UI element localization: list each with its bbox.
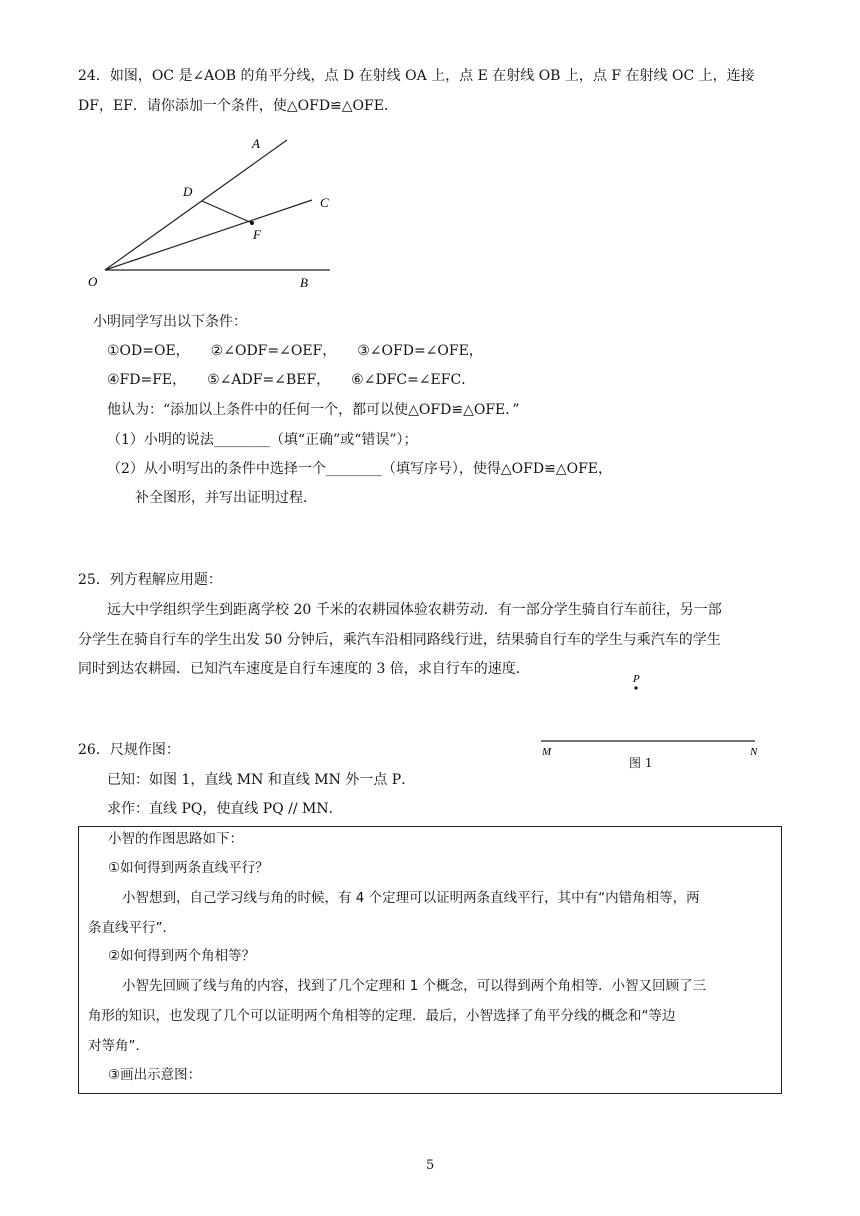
label-a: A (252, 136, 260, 151)
ray-oc (105, 200, 312, 270)
angle-bisector-figure (80, 130, 350, 295)
q24-stem-line1: 24．如图，OC 是∠AOB 的角平分线，点 D 在射线 OA 上，点 E 在射线 OB 上，点 F 在射线 OC 上，连接 (78, 68, 755, 84)
box-line5: ②如何得到两个角相等？ (108, 948, 256, 964)
label-b: B (300, 275, 308, 290)
q24-stem-line2: DF，EF．请你添加一个条件，使△OFD≌△OFE． (78, 98, 398, 114)
q25-title: 25．列方程解应用题： (78, 572, 222, 588)
point-f (250, 221, 254, 225)
q24-part2-line2: 补全图形，并写出证明过程． (135, 490, 317, 506)
q24-intro: 小明同学写出以下条件： (93, 314, 247, 330)
q25-line2: 分学生在骑自行车的学生出发 50 分钟后，乘汽车沿相同路线行进，结果骑自行车的学生与乘汽车的学生 (78, 632, 721, 648)
ray-oa (105, 140, 287, 270)
box-line3: 小智想到，自己学习线与角的时候，有 4 个定理可以证明两条直线平行，其中有“内错角相等，两 (122, 890, 700, 906)
q25-line3: 同时到达农耕园．已知汽车速度是自行车速度的 3 倍，求自行车的速度． (78, 661, 530, 677)
label-n: N (750, 746, 758, 758)
label-c: C (320, 195, 329, 210)
q24-part1: （1）小明的说法________（填“正确”或“错误”）； (107, 432, 418, 448)
q26-find: 求作：直线 PQ，使直线 PQ // MN． (107, 801, 343, 817)
box-line1: 小智的作图思路如下： (108, 831, 243, 847)
q24-conditions-row2: ④FD=FE， ⑤∠ADF=∠BEF， ⑥∠DFC=∠EFC． (107, 372, 476, 388)
segment-df (202, 201, 252, 223)
figure-1-caption: 图 1 (629, 756, 653, 770)
label-o: O (88, 274, 98, 289)
q26-given: 已知：如图 1，直线 MN 和直线 MN 外一点 P． (107, 772, 416, 788)
q24-part2-line1: （2）从小明写出的条件中选择一个________（填写序号），使得△OFD≌△OFE， (107, 461, 612, 477)
label-p: P (633, 673, 640, 685)
box-line9: ③画出示意图： (108, 1067, 202, 1083)
label-f: F (253, 227, 261, 242)
box-line2: ①如何得到两条直线平行？ (108, 860, 269, 876)
label-m: M (542, 746, 552, 758)
box-line8: 对等角”． (88, 1038, 149, 1054)
q24-conditions-row1: ①OD=OE， ②∠ODF=∠OEF， ③∠OFD=∠OFE， (107, 343, 483, 359)
q24-claim: 他认为：“添加以上条件中的任何一个，都可以使△OFD≌△OFE．” (107, 402, 520, 418)
label-d: D (183, 184, 193, 199)
box-line7: 角形的知识，也发现了几个可以证明两个角相等的定理．最后，小智选择了角平分线的概念和“等边 (88, 1008, 676, 1024)
box-line4: 条直线平行”． (88, 920, 176, 936)
q26-title: 26．尺规作图： (78, 742, 180, 758)
point-p (634, 686, 637, 689)
box-line6: 小智先回顾了线与角的内容，找到了几个定理和 1 个概念，可以得到两个角相等．小智又回顾了三 (122, 978, 707, 994)
page-number: 5 (426, 1158, 435, 1173)
q25-line1: 远大中学组织学生到距离学校 20 千米的农耕园体验农耕劳动．有一部分学生骑自行车前往，另一部 (107, 602, 722, 618)
